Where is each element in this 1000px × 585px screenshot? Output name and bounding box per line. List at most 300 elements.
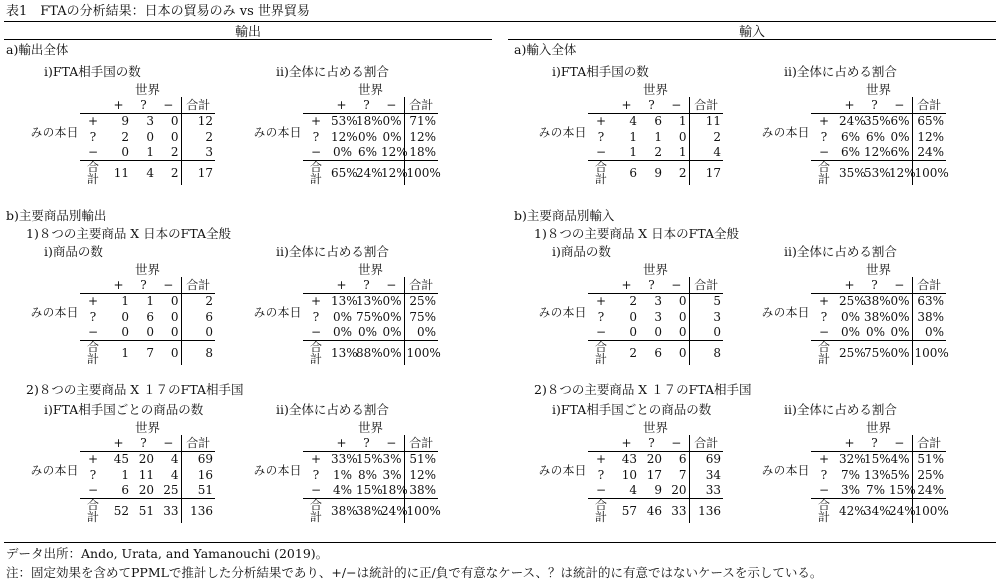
row-label: + (87, 294, 99, 309)
table-cell: 52 (106, 499, 131, 524)
table-cell: 0 (678, 129, 687, 144)
table-cell: 3 (146, 114, 154, 129)
table-row (811, 145, 946, 161)
row-label: − (87, 325, 99, 340)
column-label: ? (639, 435, 664, 451)
corner-cell (588, 277, 614, 293)
table-cell: 10 (621, 467, 637, 482)
table-row (80, 451, 215, 467)
corner-cell (80, 277, 106, 293)
export-section-a-heading: a)輸出全体 (6, 42, 69, 57)
table-cell: 0% (890, 294, 910, 309)
table-cell: 13% (331, 294, 358, 309)
table-row (80, 161, 215, 186)
column-label: ? (131, 97, 156, 113)
table-cell: 6 (121, 483, 129, 498)
row-label: ? (597, 467, 605, 482)
table-cell: 13% (356, 294, 383, 309)
table-cell: 2 (181, 293, 215, 309)
world-label: 世界 (642, 82, 668, 97)
japan-only-label: 日本のみ (760, 464, 810, 477)
export-b1-count-subheading: i)商品の数 (44, 244, 103, 259)
table-cell: 38% (404, 483, 438, 499)
table-cell: 71% (404, 113, 438, 129)
table-cell: 9 (121, 114, 129, 129)
table-cell: 0% (332, 325, 352, 340)
table-row (303, 467, 438, 483)
table-cell: 12% (331, 129, 358, 144)
japan-only-label: 日本のみ (252, 126, 302, 139)
table-cell: 6% (840, 145, 860, 160)
table-cell: 75% (356, 309, 383, 324)
table-cell: 12% (864, 145, 891, 160)
table-cell: 0% (382, 294, 402, 309)
table-cell: 25% (404, 293, 438, 309)
table-cell: 100% (912, 499, 946, 524)
table-cell: 53% (862, 161, 887, 186)
column-label: − (664, 435, 689, 451)
row-label: + (595, 114, 607, 129)
table-row (588, 499, 723, 524)
import-a-share-subheading: ii)全体に占める割合 (784, 64, 897, 79)
table-cell: 0% (357, 129, 377, 144)
table-cell: 0% (332, 309, 352, 324)
row-label: ? (820, 129, 828, 144)
table-row (588, 145, 723, 161)
table-cell: 0% (890, 309, 910, 324)
table-row (811, 325, 946, 341)
import-b2-count-subheading: i)FTA相手国ごとの商品の数 (552, 402, 712, 417)
table-cell: 51% (404, 451, 438, 467)
header-row (303, 435, 438, 451)
column-label: ? (862, 435, 887, 451)
row-label: 合計 (588, 341, 614, 366)
column-label: 合計 (689, 435, 723, 451)
table-cell: 24% (839, 114, 866, 129)
table-row (811, 113, 946, 129)
row-label: − (818, 483, 830, 498)
row-label: − (310, 483, 322, 498)
table-cell: 0% (382, 129, 402, 144)
table-cell: 11 (689, 113, 723, 129)
table-cell: 0% (382, 325, 402, 340)
column-label: − (664, 97, 689, 113)
table-cell: 13% (329, 341, 354, 366)
table-row (588, 293, 723, 309)
import-section-a-heading: a)輸入全体 (514, 42, 577, 57)
table-cell: 0 (678, 294, 687, 309)
table-cell: 5% (890, 467, 910, 482)
table-cell: 16 (181, 467, 215, 483)
column-label: + (837, 97, 862, 113)
import-a-count-subheading: i)FTA相手国の数 (552, 64, 649, 79)
row-label: − (818, 325, 830, 340)
table-cell: 0% (865, 325, 885, 340)
table-title: 表1 FTAの分析結果：日本の貿易のみ vs 世界貿易 (6, 4, 310, 19)
column-label: + (329, 435, 354, 451)
column-label: + (614, 97, 639, 113)
header-row (303, 97, 438, 113)
table-row (80, 483, 215, 499)
column-label: ? (131, 435, 156, 451)
column-label: 合計 (404, 435, 438, 451)
table-cell: 69 (181, 451, 215, 467)
table-row (80, 325, 215, 341)
import-b2-heading: 2)８つの主要商品 X １７のFTA相手国 (534, 382, 752, 397)
table-cell: 6 (614, 161, 639, 186)
table-row (588, 467, 723, 483)
world-label: 世界 (357, 262, 383, 277)
world-label: 世界 (134, 82, 160, 97)
table-cell: 4 (170, 467, 179, 482)
column-label: + (614, 277, 639, 293)
table-cell: 53% (331, 114, 358, 129)
row-label: ? (312, 309, 320, 324)
table-row (303, 341, 438, 366)
import-column-header: 輸入 (738, 25, 765, 40)
table-cell: 1 (121, 294, 129, 309)
table-cell: 6 (678, 452, 687, 467)
table-row (811, 309, 946, 325)
table-cell: 6% (865, 129, 885, 144)
world-label: 世界 (134, 262, 160, 277)
japan-only-label: 日本のみ (29, 306, 79, 319)
table-cell: 1 (678, 114, 687, 129)
column-label: − (887, 435, 912, 451)
row-label: 合計 (80, 161, 106, 186)
table-cell: 34 (689, 467, 723, 483)
table-row (811, 451, 946, 467)
column-label: 合計 (912, 97, 946, 113)
table-cell: 3% (840, 483, 860, 498)
header-row (80, 97, 215, 113)
table-cell: 34% (862, 499, 887, 524)
row-label: + (310, 452, 322, 467)
header-row (811, 435, 946, 451)
column-label: ? (354, 97, 379, 113)
table-cell: 100% (404, 341, 438, 366)
table-cell: 20 (138, 483, 154, 498)
japan-only-label: 日本のみ (537, 306, 587, 319)
column-label: + (614, 435, 639, 451)
table-cell: 17 (181, 161, 215, 186)
table-cell: 65% (329, 161, 354, 186)
row-label: ? (820, 467, 828, 482)
table-cell: 11 (138, 467, 154, 482)
table-cell: 0% (382, 309, 402, 324)
table-cell: 0% (887, 341, 912, 366)
row-label: + (595, 452, 607, 467)
table-cell: 0 (629, 325, 637, 340)
table-cell: 12% (404, 467, 438, 483)
corner-cell (588, 435, 614, 451)
table-cell: 3 (654, 309, 662, 324)
corner-cell (303, 277, 329, 293)
table-cell: 24% (912, 145, 946, 161)
table-cell: 8 (181, 341, 215, 366)
table-cell: 15% (889, 483, 916, 498)
table-cell: 38% (912, 309, 946, 325)
import-b1-share-subheading: ii)全体に占める割合 (784, 244, 897, 259)
table-cell: 1% (332, 467, 352, 482)
table-cell: 51 (131, 499, 156, 524)
table-cell: 0% (404, 325, 438, 341)
table-cell: 0% (332, 145, 352, 160)
table-cell: 17 (689, 161, 723, 186)
row-label: ? (89, 467, 97, 482)
corner-cell (811, 97, 837, 113)
table-cell: 4 (629, 483, 637, 498)
column-label: + (106, 435, 131, 451)
table-cell: 0 (689, 325, 723, 341)
table-row (80, 341, 215, 366)
table-cell: 45 (113, 452, 129, 467)
table-row (80, 145, 215, 161)
table-cell: 0% (912, 325, 946, 341)
table-cell: 1 (629, 145, 637, 160)
table-cell: 12% (381, 145, 408, 160)
table-cell: 63% (912, 293, 946, 309)
table-cell: 0% (382, 114, 402, 129)
table-cell: 38% (354, 499, 379, 524)
table-cell: 0 (678, 309, 687, 324)
table-cell: 24% (354, 161, 379, 186)
table-cell: 0 (170, 114, 179, 129)
table-row (303, 483, 438, 499)
row-label: − (310, 325, 322, 340)
table-cell: 0 (121, 145, 129, 160)
corner-cell (303, 97, 329, 113)
column-label: ? (862, 97, 887, 113)
column-label: − (379, 277, 404, 293)
table-row (303, 113, 438, 129)
row-label: 合計 (811, 499, 837, 524)
header-row (588, 97, 723, 113)
table-cell: 12% (379, 161, 404, 186)
japan-only-label: 日本のみ (760, 126, 810, 139)
export-b2-heading: 2)８つの主要商品 X １７のFTA相手国 (26, 382, 244, 397)
table-cell: 3% (382, 452, 402, 467)
column-label: ? (639, 97, 664, 113)
import-b2-share-subheading: ii)全体に占める割合 (784, 402, 897, 417)
table-cell: 2 (614, 341, 639, 366)
column-label: 合計 (181, 435, 215, 451)
table-cell: 1 (678, 145, 687, 160)
row-label: + (87, 452, 99, 467)
row-label: 合計 (303, 341, 329, 366)
table-cell: 11 (106, 161, 131, 186)
world-label: 世界 (865, 262, 891, 277)
row-label: + (818, 114, 830, 129)
table-cell: 2 (156, 161, 181, 186)
row-label: ? (312, 129, 320, 144)
table-cell: 13% (864, 467, 891, 482)
table-cell: 20 (646, 452, 662, 467)
table-cell: 65% (912, 113, 946, 129)
column-label: + (329, 97, 354, 113)
export-a-count-subheading: i)FTA相手国の数 (44, 64, 141, 79)
table-cell: 6 (181, 309, 215, 325)
table-row (303, 161, 438, 186)
table-cell: 7% (840, 467, 860, 482)
table-cell: 33 (156, 499, 181, 524)
table-cell: 69 (689, 451, 723, 467)
table-row (80, 113, 215, 129)
table-cell: 20 (138, 452, 154, 467)
table-cell: 0% (890, 129, 910, 144)
table-cell: 0 (170, 129, 179, 144)
footnote: 注：固定効果を含めてPPMLで推計した分析結果であり、+/−は統計的に正/負で有意なケース、？は統計的に有意ではないケースを示している。 (6, 565, 823, 580)
table-cell: 38% (329, 499, 354, 524)
top-rule (4, 21, 996, 22)
table-cell: 5 (689, 293, 723, 309)
table-row (588, 113, 723, 129)
column-label: + (106, 97, 131, 113)
table-cell: 1 (629, 129, 637, 144)
table-cell: 4% (332, 483, 352, 498)
table-cell: 24% (379, 499, 404, 524)
table-row (80, 467, 215, 483)
column-label: + (837, 277, 862, 293)
table-cell: 7 (678, 467, 687, 482)
table-cell: 18% (381, 483, 408, 498)
corner-cell (588, 97, 614, 113)
table-cell: 0 (629, 309, 637, 324)
table-cell: 25% (837, 341, 862, 366)
table-row (80, 499, 215, 524)
column-label: − (664, 277, 689, 293)
table-cell: 2 (654, 145, 662, 160)
row-label: + (595, 294, 607, 309)
japan-only-label: 日本のみ (537, 464, 587, 477)
table-cell: 1 (121, 467, 129, 482)
column-label: + (837, 435, 862, 451)
row-label: ? (89, 309, 97, 324)
table-row (588, 325, 723, 341)
corner-cell (811, 435, 837, 451)
table-cell: 0 (170, 309, 179, 324)
table-cell: 0% (840, 325, 860, 340)
table-cell: 2 (664, 161, 689, 186)
table-cell: 3 (689, 309, 723, 325)
column-label: − (156, 435, 181, 451)
table-cell: 7% (865, 483, 885, 498)
header-row (80, 435, 215, 451)
table-cell: 3% (382, 467, 402, 482)
column-label: 合計 (181, 97, 215, 113)
table-cell: 33 (664, 499, 689, 524)
table-cell: 0 (654, 325, 662, 340)
table-cell: 0% (357, 325, 377, 340)
header-row (303, 277, 438, 293)
column-label: − (156, 277, 181, 293)
table-row (80, 129, 215, 145)
table-cell: 4 (131, 161, 156, 186)
column-label: 合計 (912, 435, 946, 451)
column-label: ? (354, 277, 379, 293)
world-label: 世界 (642, 420, 668, 435)
table-cell: 15% (864, 452, 891, 467)
table-row (303, 451, 438, 467)
table-cell: 32% (839, 452, 866, 467)
table-row (588, 161, 723, 186)
table-row (588, 309, 723, 325)
row-label: + (818, 294, 830, 309)
table-cell: 38% (864, 309, 891, 324)
table-row (588, 451, 723, 467)
column-label: 合計 (912, 277, 946, 293)
row-label: ? (89, 129, 97, 144)
table-cell: 2 (181, 129, 215, 145)
row-label: 合計 (303, 499, 329, 524)
table-row (588, 129, 723, 145)
column-label: 合計 (404, 277, 438, 293)
japan-only-label: 日本のみ (760, 306, 810, 319)
row-label: 合計 (588, 161, 614, 186)
table-cell: 6% (840, 129, 860, 144)
column-label: + (329, 277, 354, 293)
row-label: 合計 (303, 161, 329, 186)
world-label: 世界 (642, 262, 668, 277)
table-cell: 4 (170, 452, 179, 467)
table-cell: 0 (121, 309, 129, 324)
corner-cell (80, 435, 106, 451)
column-label: − (379, 435, 404, 451)
table-row (303, 499, 438, 524)
column-label: − (887, 97, 912, 113)
table-cell: 6% (357, 145, 377, 160)
table-cell: 0 (146, 325, 154, 340)
table-row (303, 309, 438, 325)
row-label: − (87, 145, 99, 160)
table-row (811, 293, 946, 309)
table-cell: 33% (331, 452, 358, 467)
table-cell: 136 (181, 499, 215, 524)
table-cell: 18% (356, 114, 383, 129)
table-row (811, 483, 946, 499)
table-cell: 6 (654, 114, 662, 129)
table-cell: 136 (689, 499, 723, 524)
table-cell: 12% (404, 129, 438, 145)
row-label: ? (820, 309, 828, 324)
row-label: ? (597, 129, 605, 144)
table-cell: 3 (181, 145, 215, 161)
import-b1-count-subheading: i)商品の数 (552, 244, 611, 259)
table-row (588, 483, 723, 499)
row-label: 合計 (80, 499, 106, 524)
column-label: ? (639, 277, 664, 293)
table-cell: 0 (156, 341, 181, 366)
table-cell: 6 (146, 309, 154, 324)
column-label: ? (131, 277, 156, 293)
table-cell: 24% (912, 483, 946, 499)
table-cell: 2 (170, 145, 179, 160)
japan-only-label: 日本のみ (537, 126, 587, 139)
table-cell: 25% (912, 467, 946, 483)
table-cell: 24% (887, 499, 912, 524)
table-cell: 7 (131, 341, 156, 366)
import-b1-heading: 1)８つの主要商品 X 日本のFTA全般 (534, 226, 740, 241)
table-cell: 42% (837, 499, 862, 524)
export-b2-share-subheading: ii)全体に占める割合 (276, 402, 389, 417)
table-row (811, 467, 946, 483)
export-b2-count-subheading: i)FTA相手国ごとの商品の数 (44, 402, 204, 417)
row-label: 合計 (80, 341, 106, 366)
column-label: 合計 (689, 97, 723, 113)
column-label: − (156, 97, 181, 113)
header-row (588, 435, 723, 451)
table-cell: 15% (356, 452, 383, 467)
